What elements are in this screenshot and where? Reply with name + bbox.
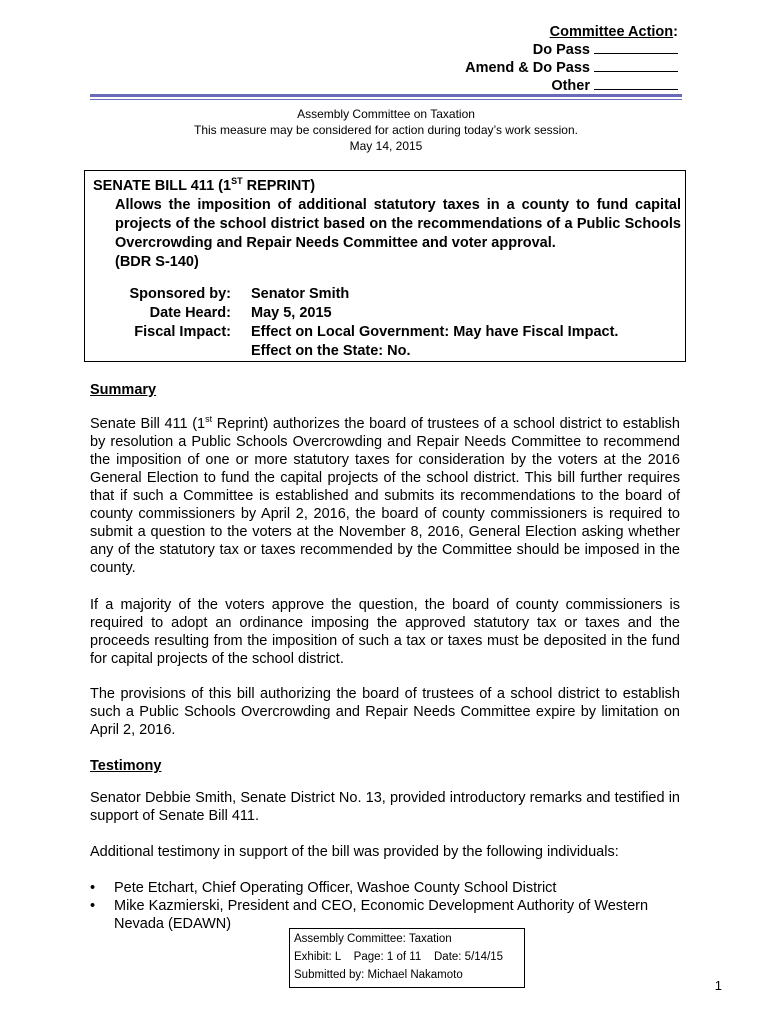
amend-do-pass-blank bbox=[594, 59, 678, 72]
testimony-paragraph-1: Senator Debbie Smith, Senate District No. 13, provided introductory remarks and testified in support of Senate Bill 411. bbox=[90, 790, 680, 824]
header-rule-thin bbox=[90, 99, 682, 100]
other-blank bbox=[594, 77, 678, 90]
summary-paragraph-1: Senate Bill 411 (1st Reprint) authorizes the board of trustees of a school district to establish by resolution a Public Schools Overcrowding and Repair Needs Committee to recommend the imposition of one or more statutory taxes for consideration by the voters at the 2016 General Election to fund the capital projects of the school district. This bill further requires that if such a Committee is established and submits its recommendations to the board of county commissioners by April 2, 2016, the board of county commissioners is required to submit a question to the voters at the November 8, 2016, General Election asking whether any of the statutory tax or taxes recommended by the Committee should be imposed in the county. bbox=[90, 414, 680, 576]
testimony-heading: Testimony bbox=[90, 758, 162, 774]
date-heard-label: Date Heard: bbox=[149, 305, 231, 321]
exhibit-submitter: Submitted by: Michael Nakamoto bbox=[294, 969, 463, 981]
summary-paragraph-3: The provisions of this bill authorizing the board of trustees of a school district to establish such a Public Schools Overcrowding and Repair Needs Committee expire by limitation on April 2, 2016. bbox=[90, 686, 680, 738]
meeting-info bbox=[90, 106, 682, 154]
fiscal-impact-row bbox=[85, 323, 687, 342]
bullet-icon: • bbox=[90, 880, 96, 896]
testimony-paragraph-2: Additional testimony in support of the bill was provided by the following individuals: bbox=[90, 844, 619, 860]
exhibit-stamp bbox=[289, 928, 525, 988]
sponsored-label: Sponsored by: bbox=[129, 286, 231, 302]
fiscal-state-row bbox=[85, 342, 687, 361]
bill-info-box bbox=[84, 170, 686, 362]
bill-title: SENATE BILL 411 (1ST REPRINT) bbox=[93, 176, 316, 194]
committee-action-block: Committee Action: Do Pass Amend & Do Pass Other bbox=[465, 24, 678, 94]
date-heard-row bbox=[85, 304, 687, 323]
summary-paragraph-2: If a majority of the voters approve the question, the board of county commissioners is required to adopt an ordinance imposing the approved statutory tax or taxes and the proceeds resulting from the imposition of such a tax or taxes must be deposited in the fund for capital projects of the school district. bbox=[90, 597, 680, 667]
sponsored-value: Senator Smith bbox=[251, 286, 350, 302]
summary-heading: Summary bbox=[90, 382, 157, 398]
list-item: • Mike Kazmierski, President and CEO, Economic Development Authority of Western Nevada (EDAWN) bbox=[90, 898, 649, 932]
date-heard-value: May 5, 2015 bbox=[251, 305, 332, 321]
bill-description: Allows the imposition of additional statutory taxes in a county to fund capital projects of the school district based on the recommendations of a Public Schools Overcrowding and Repair Needs Committee and voter approval. bbox=[115, 197, 681, 251]
meeting-date: May 14, 2015 bbox=[349, 139, 423, 153]
work-session-note: This measure may be considered for action during today’s work session. bbox=[194, 123, 578, 137]
amend-do-pass-row: Amend & Do Pass bbox=[465, 59, 678, 77]
do-pass-blank bbox=[594, 41, 678, 54]
sponsored-row bbox=[85, 285, 687, 304]
fiscal-local-value: Effect on Local Government: May have Fiscal Impact. bbox=[251, 324, 619, 340]
committee-name: Assembly Committee on Taxation bbox=[297, 107, 475, 121]
exhibit-page-info: Exhibit: L Page: 1 of 11 Date: 5/14/15 bbox=[294, 951, 504, 963]
do-pass-row: Do Pass bbox=[465, 41, 678, 59]
header-rule-thick bbox=[90, 94, 682, 97]
fiscal-impact-label: Fiscal Impact: bbox=[134, 324, 231, 340]
bdr-number: (BDR S-140) bbox=[115, 254, 199, 270]
committee-action-title: Committee Action bbox=[549, 24, 674, 40]
exhibit-committee: Assembly Committee: Taxation bbox=[294, 933, 452, 945]
page-number: 1 bbox=[714, 978, 722, 993]
bullet-icon: • bbox=[90, 898, 96, 914]
list-item: • Pete Etchart, Chief Operating Officer, Washoe County School District bbox=[90, 880, 557, 896]
testimony-list bbox=[90, 879, 680, 933]
fiscal-state-value: Effect on the State: No. bbox=[251, 343, 411, 359]
other-row: Other bbox=[465, 77, 678, 95]
